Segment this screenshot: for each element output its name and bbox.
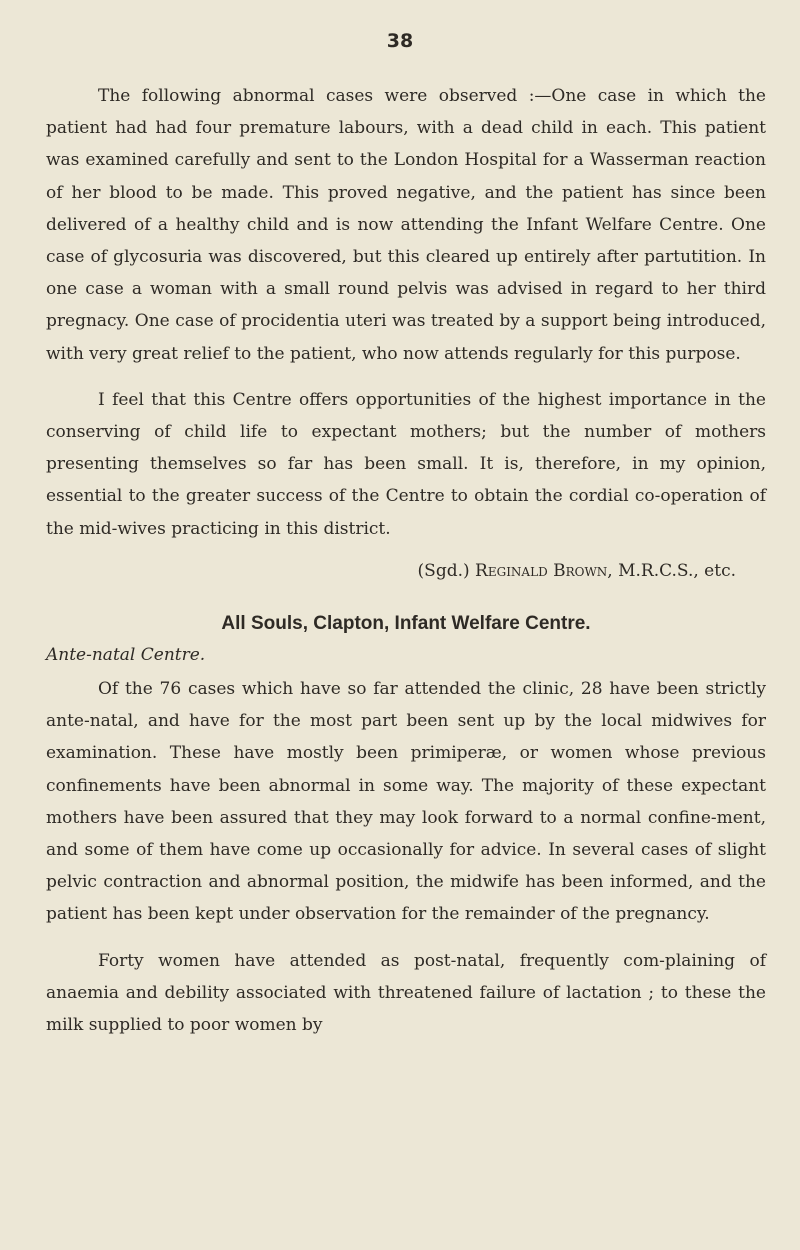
- signature: [46, 555, 766, 587]
- signature-name: Reginald Brown: [475, 560, 608, 581]
- paragraph-post-natal: Forty women have attended as post-natal, frequently com-plaining of anaemia and debility associated with threatened failure of lactation ; to these the milk supplied to poor women by: [46, 950, 766, 1036]
- body-text: [46, 80, 766, 1055]
- paragraph-abnormal-cases: The following abnormal cases were observed :—One case in which the patient had had four premature labours, with a dead child in each. This patient was examined carefully and sent to the London Hospital for a Wasserman reaction of her blood to be made. This proved negative, and the patient has since been delivered of a healthy child and is now attending the Infant Welfare Centre. One case of glycosuria was discovered, but this cleared up entirely after partutition. In one case a woman with a small round pelvis was advised in regard to her third pregnacy. One case of procidentia uteri was treated by a support being introduced, with very great relief to the patient, who now attends regularly for this purpose.: [46, 86, 766, 364]
- section-heading: All Souls, Clapton, Infant Welfare Centre.: [221, 613, 591, 635]
- section-subheading: Ante-natal Centre.: [46, 645, 206, 666]
- signature-suffix: , M.R.C.S., etc.: [607, 560, 736, 581]
- paragraph-centre-opportunities: I feel that this Centre offers opportunities of the highest importance in the conserving of child life to expectant mothers; but the number of mothers presenting themselves so far has been small. It is, therefore, in my opinion, essential to the greater success of the Centre to obtain the cordial co-operation of the mid-wives practicing in this district.: [46, 389, 766, 539]
- page-number: 38: [386, 30, 414, 52]
- signature-prefix: (Sgd.): [417, 560, 470, 581]
- paragraph-ante-natal-cases: Of the 76 cases which have so far attended the clinic, 28 have been strictly ante-natal, and have for the most part been sent up by the local midwives for examination. These have mostly been primiperæ, or women whose previous confinements have been abnormal in some way. The majority of these expectant mothers have been assured that they may look forward to a normal confine-ment, and some of them have come up occasionally for advice. In several cases of slight pelvic contraction and abnormal position, the midwife has been informed, and the patient has been kept under observation for the remainder of the pregnancy.: [46, 679, 766, 925]
